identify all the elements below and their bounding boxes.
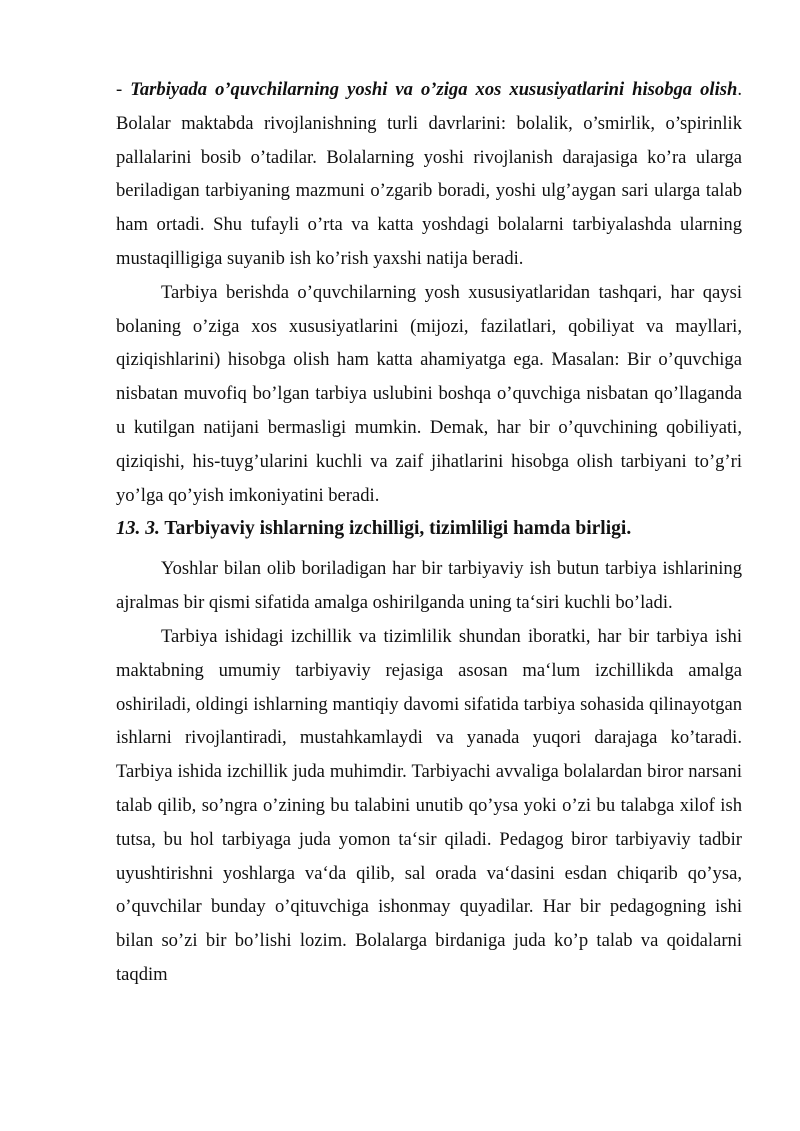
intro-title-end: . <box>737 79 742 100</box>
intro-title: Tarbiyada o’quvchilarning yoshi va o’ziga xos xususiyatlarini hisobga olish <box>130 79 738 100</box>
intro-paragraph <box>116 73 742 276</box>
section-heading <box>116 512 742 546</box>
paragraph-4: Tarbiya ishidagi izchillik va tizimlilik shundan iboratki, har bir tarbiya ishi maktabning umumiy tarbiyaviy rejasiga asosan ma‘lum izchillikda amalga oshiriladi, oldingi ishlarning mantiqiy davomi sifatida tarbiya sohasida qilinayotgan ishlarni rivojlantiradi, mustahkamlaydi va yanada yuqori darajaga ko’taradi. Tarbiya ishida izchillik juda muhimdir. Tarbiyachi avvaliga bolalardan biror narsani talab qilib, so’ngra o’zining bu talabini unutib qo’ysa yoki o’zi bu talabga xilof ish tutsa, bu hol tarbiyaga juda yomon ta‘sir qiladi. Pedagog biror tarbiyaviy tadbir uyushtirishni yoshlarga va‘da qilib, sal orada va‘dasini esdan chiqarib qo’ysa, o’quvchilar bunday o’qituvchiga ishonmay quyadilar. Har bir pedagogning ishi bilan so’zi bir bo’lishi lozim. Bolalarga birdaniga juda ko’p talab va qoidalarni taqdim <box>116 625 742 985</box>
section-number: 13. 3. <box>116 518 160 540</box>
paragraph-2: Tarbiya berishda o’quvchilarning yosh xususiyatlaridan tashqari, har qaysi bolaning o’ziga xos xususiyatlarini (mijozi, fazilatlari, qobiliyat va mayllari, qiziqishlarini) hisobga olish ham katta ahamiyatga ega. Masalan: Bir o’quvchiga nisbatan muvofiq bo’lgan tarbiya uslubini boshqa o’quvchiga nisbatan qo’llaganda u kutilgan natijani bermasligi mumkin. Demak, har bir o’quvchining qobiliyati, qiziqishi, his-tuyg’ularini kuchli va zaif jihatlarini hisobga olish tarbiyani to’g’ri yo’lga qo’yish imkoniyatini beradi. <box>116 281 742 506</box>
paragraph-3: Yoshlar bilan olib boriladigan har bir tarbiyaviy ish butun tarbiya ishlarining ajralmas bir qismi sifatida amalga oshirilganda uning ta‘siri kuchli bo’ladi. <box>116 558 742 614</box>
intro-text: Bolalar maktabda rivojlanishning turli davrlarini: bolalik, o’smirlik, o’spirinlik pallalarini bosib o’tadilar. Bolalarning yoshi rivojlanish darajasiga ko’ra ularga beriladigan tarbiyaning mazmuni o’zgarib boradi, yoshi ulg’aygan sari ularga talab ham ortadi. Shu tufayli o’rta va katta yoshdagi bolalarni tarbiyalashda ularning mustaqilligiga suyanib ish ko’rish yaxshi natija beradi. <box>116 112 742 269</box>
intro-dash: - <box>116 79 131 100</box>
section-title: Tarbiyaviy ishlarning izchilligi, tizimliligi hamda birligi. <box>159 518 632 540</box>
